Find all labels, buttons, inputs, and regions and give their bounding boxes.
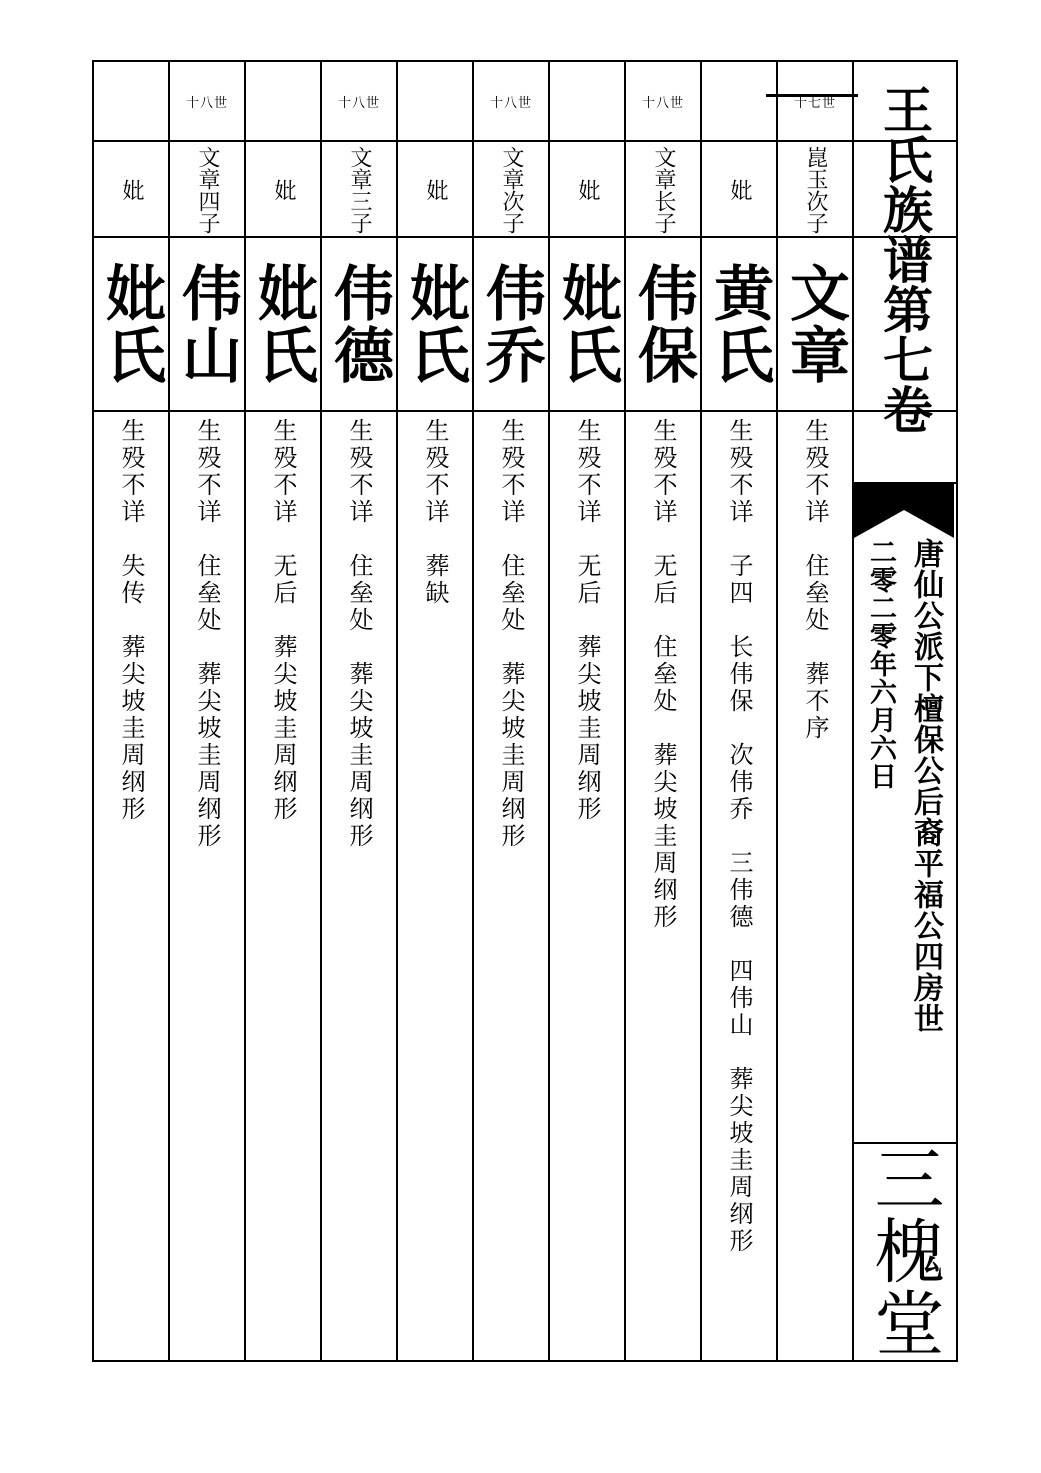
generation-label: 十八世 (185, 96, 228, 111)
person-name: 妣氏 (248, 262, 318, 386)
person-details: 生殁不详 失传 葬尖坡圭周纲形 (117, 418, 145, 823)
person-name: 伟保 (628, 262, 698, 386)
compile-date: 二零二零年六月六日 (865, 538, 896, 790)
relation-label: 文章次子 (499, 146, 524, 234)
branch-subtitle: 唐仙公派下檀保公后裔平福公四房世 (908, 538, 943, 1034)
genealogy-page (92, 60, 958, 1362)
relation-label: 文章长子 (651, 146, 676, 234)
generation-label: 十七世 (793, 96, 836, 111)
relation-label: 崑玉次子 (803, 146, 828, 234)
person-details: 生殁不详 无后 葬尖坡圭周纲形 (573, 418, 601, 823)
title-marker (766, 94, 858, 97)
person-details: 生殁不详 无后 葬尖坡圭周纲形 (269, 418, 297, 823)
person-name: 妣氏 (400, 262, 470, 386)
relation-label: 妣 (423, 179, 448, 201)
person-name: 伟山 (172, 262, 242, 386)
fish-tail-ornament (854, 482, 954, 538)
person-details: 生殁不详 住垒处 葬尖坡圭周纲形 (193, 418, 221, 850)
person-name: 文章 (780, 262, 850, 386)
relation-label: 文章四子 (195, 146, 220, 234)
person-details: 生殁不详 住垒处 葬尖坡圭周纲形 (345, 418, 373, 850)
book-title: 王氏族谱第七卷 (875, 84, 934, 434)
entry-column (398, 62, 474, 1360)
relation-label: 文章三子 (347, 146, 372, 234)
generation-label: 十八世 (489, 96, 532, 111)
person-details: 生殁不详 住垒处 葬尖坡圭周纲形 (497, 418, 525, 850)
title-band (854, 62, 956, 1360)
person-name: 黄氏 (704, 262, 774, 386)
entry-column (702, 62, 778, 1360)
person-name: 伟德 (324, 262, 394, 386)
entry-column (322, 62, 398, 1360)
person-details: 生殁不详 子四 长伟保 次伟乔 三伟德 四伟山 葬尖坡圭周纲形 (725, 418, 753, 1255)
relation-label: 妣 (727, 179, 752, 201)
person-details: 生殁不详 无后 住垒处 葬尖坡圭周纲形 (649, 418, 677, 931)
relation-label: 妣 (119, 179, 144, 201)
entry-column (94, 62, 170, 1360)
relation-label: 妣 (271, 179, 296, 201)
entry-column (626, 62, 702, 1360)
entry-column (778, 62, 854, 1360)
person-name: 妣氏 (96, 262, 166, 386)
entry-column (550, 62, 626, 1360)
person-name: 伟乔 (476, 262, 546, 386)
generation-label: 十八世 (337, 96, 380, 111)
generation-label: 十八世 (641, 96, 684, 111)
entry-column (474, 62, 550, 1360)
person-name: 妣氏 (552, 262, 622, 386)
person-details: 生殁不详 葬缺 (421, 418, 449, 607)
relation-label: 妣 (575, 179, 600, 201)
entry-column (246, 62, 322, 1360)
entry-column (170, 62, 246, 1360)
hall-name: 三槐堂 (863, 1143, 945, 1359)
person-details: 生殁不详 住垒处 葬不序 (801, 418, 829, 742)
